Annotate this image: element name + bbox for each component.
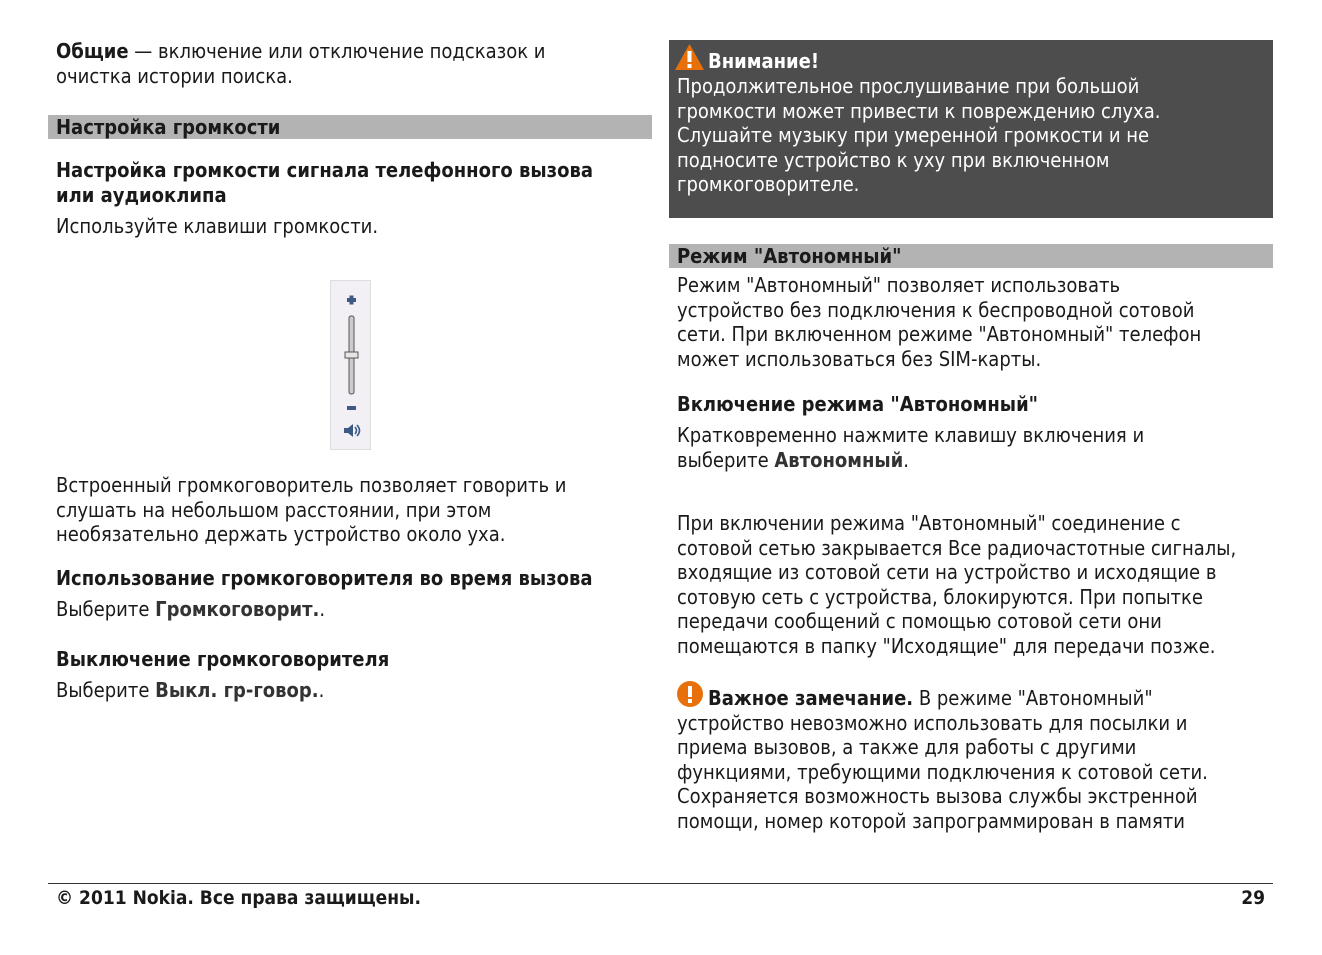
text: . [318,678,325,702]
option-speaker: Громкоговорит. [155,597,320,621]
speaker-paragraph: Встроенный громкоговоритель позволяет говорить и слушать на небольшом расстоянии, при этом необязательно держать устройство около уха. [56,473,567,546]
speaker-icon [344,424,360,437]
enable-offline-text [677,423,1144,472]
section-volume: Настройка громкости [48,115,652,139]
plus-icon [347,296,356,305]
minus-icon [347,406,356,410]
heading-volume: Настройка громкости сигнала телефонного вызова или аудиоклипа [56,158,593,207]
warning-box [669,40,1273,218]
offline-paragraph: Режим "Автономный" позволяет использовать устройство без подключения к беспроводной сотовой сети. При включенном режиме "Автономный" телефон может использоваться без SIM-карты. [677,273,1202,371]
footer-copyright: © 2011 Nokia. Все права защищены. [56,887,421,909]
option-speaker-off: Выкл. гр-говор. [155,678,319,702]
warning-text: Продолжительное прослушивание при большой громкости может привести к повреждению слуха. Слушайте музыку при умеренной громкости и не подносите устройство к уху при включенном громкоговорителе. [677,74,1161,196]
text: Выберите [56,678,156,702]
off-speaker-text [56,678,324,703]
option-offline: Автономный [774,447,904,472]
general-term: Общие [56,39,129,63]
use-speaker-text [56,597,325,622]
footer-divider [48,883,1273,884]
offline-closed-paragraph: При включении режима "Автономный" соединение с сотовой сетью закрывается Все радиочастотные сигналы, входящие из сотовой сети на устройство и исходящие в сотовую сеть с устройства, блокируются. При попытке передачи сообщений с помощью сотовой сети они помещаются в папку "Исходящие" для передачи позже. [677,511,1237,658]
text: . [903,447,910,472]
important-title: Важное замечание. [708,686,914,710]
heading-use-speaker: Использование громкоговорителя во время вызова [56,566,593,590]
general-paragraph [56,39,656,88]
text: . [319,597,326,621]
warning-icon [675,44,704,70]
page-number: 29 [1241,887,1265,909]
text: Кратковременно нажмите клавишу включения и выберите [677,423,1145,472]
volume-thumb [345,352,358,358]
important-text: В режиме "Автономный" устройство невозможно использовать для посылки и приема вызовов, а также для работы с другими функциями, требующими подключения к сотовой сети. Сохраняется возможность вызова службы экстренной помощи, номер которой запрограммирован в памяти [677,686,1208,833]
section-offline: Режим "Автономный" [669,244,1273,268]
text: Выберите [56,597,156,621]
important-note [677,686,1208,833]
heading-off-speaker: Выключение громкоговорителя [56,647,390,671]
general-text: — включение или отключение подсказок и очистка истории поиска. [56,39,546,88]
warning-title: Внимание! [708,49,820,73]
volume-text: Используйте клавиши громкости. [56,214,379,238]
volume-control-image [330,280,371,450]
heading-enable-offline: Включение режима "Автономный" [677,392,1039,416]
